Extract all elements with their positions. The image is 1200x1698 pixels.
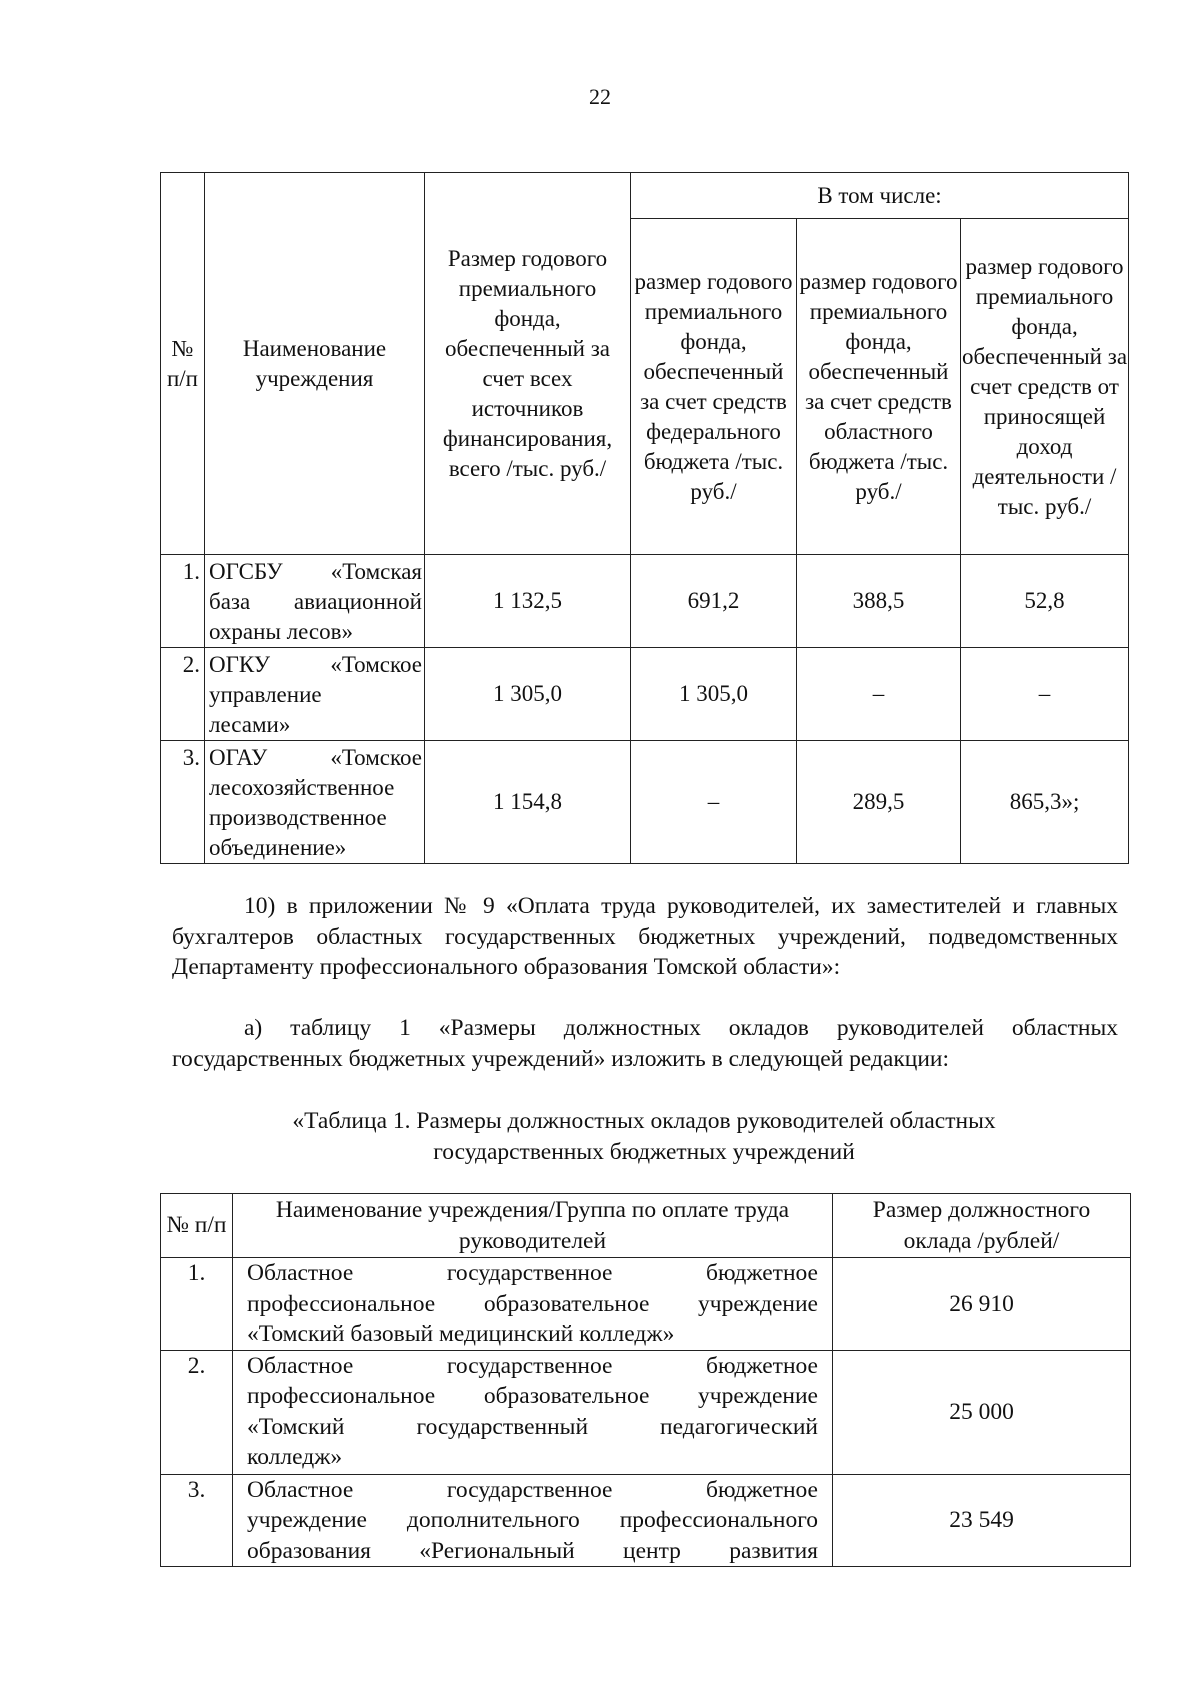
- salary-value: 26 910: [833, 1258, 1131, 1351]
- institution-name: ОГСБУ «Томская база авиационной охраны лесов»: [205, 555, 425, 648]
- institution-name: ОГКУ «Томское управление лесами»: [205, 648, 425, 741]
- regional-value: –: [797, 648, 961, 741]
- col-header-regional: размер годового премиального фонда, обеспеченный за счет средств областного бюджета /тыс. руб./: [797, 219, 961, 555]
- regional-value: 388,5: [797, 555, 961, 648]
- col-header-total: Размер годового премиального фонда, обеспеченный за счет всех источников финансирования, всего /тыс. руб./: [425, 173, 631, 555]
- income-value: 52,8: [961, 555, 1129, 648]
- paragraph-a: а) таблицу 1 «Размеры должностных окладов руководителей областных государственных бюджетных учреждений» изложить в следующей редакции:: [172, 1015, 1118, 1072]
- salary-value: 25 000: [833, 1350, 1131, 1474]
- institution-name: Областное государственное бюджетное профессиональное образовательное учреждение «Томский базовый медицинский колледж»: [233, 1258, 833, 1351]
- page-number: 22: [589, 84, 611, 109]
- federal-value: –: [631, 741, 797, 864]
- col-header-no: № п/п: [161, 1194, 233, 1258]
- income-value: –: [961, 648, 1129, 741]
- col-header-income: размер годового премиального фонда, обеспеченный за счет средств от приносящей доход деятельности /тыс. руб./: [961, 219, 1129, 555]
- federal-value: 691,2: [631, 555, 797, 648]
- salary-table: [160, 1193, 1131, 1567]
- total-value: 1 154,8: [425, 741, 631, 864]
- institution-name: Областное государственное бюджетное учреждение дополнительного профессионального образования «Региональный центр развития: [233, 1474, 833, 1567]
- table-row: [161, 741, 1129, 864]
- income-value: 865,3»;: [961, 741, 1129, 864]
- paragraph-10: 10) в приложении № 9 «Оплата труда руководителей, их заместителей и главных бухгалтеров областных государственных бюджетных учреждений, подведомственных Департаменту профессионального образования Томской области»:: [172, 893, 1118, 980]
- col-header-including: В том числе:: [631, 173, 1129, 219]
- col-header-name: Наименование учреждения/Группа по оплате труда руководителей: [233, 1194, 833, 1258]
- salary-value: 23 549: [833, 1474, 1131, 1567]
- row-number: 3.: [161, 1474, 233, 1567]
- col-header-no: № п/п: [161, 173, 205, 555]
- table-row: [161, 1258, 1131, 1351]
- row-number: 2.: [161, 648, 205, 741]
- row-number: 1.: [161, 555, 205, 648]
- row-number: 3.: [161, 741, 205, 864]
- row-number: 2.: [161, 1350, 233, 1474]
- col-header-federal: размер годового премиального фонда, обеспеченный за счет средств федерального бюджета /тыс. руб./: [631, 219, 797, 555]
- institution-name: Областное государственное бюджетное профессиональное образовательное учреждение «Томский государственный педагогический колледж»: [233, 1350, 833, 1474]
- institution-name: ОГАУ «Томское лесохозяйственное производственное объединение»: [205, 741, 425, 864]
- row-number: 1.: [161, 1258, 233, 1351]
- col-header-salary: Размер должностного оклада /рублей/: [833, 1194, 1131, 1258]
- total-value: 1 132,5: [425, 555, 631, 648]
- table-row: [161, 555, 1129, 648]
- col-header-name: Наименование учреждения: [205, 173, 425, 555]
- table-row: [161, 648, 1129, 741]
- total-value: 1 305,0: [425, 648, 631, 741]
- premium-fund-table: [160, 172, 1129, 864]
- federal-value: 1 305,0: [631, 648, 797, 741]
- table-caption: «Таблица 1. Размеры должностных окладов руководителей областных государственных бюджетных учреждений: [292, 1108, 996, 1165]
- table-row: [161, 1350, 1131, 1474]
- regional-value: 289,5: [797, 741, 961, 864]
- table-row: [161, 1474, 1131, 1567]
